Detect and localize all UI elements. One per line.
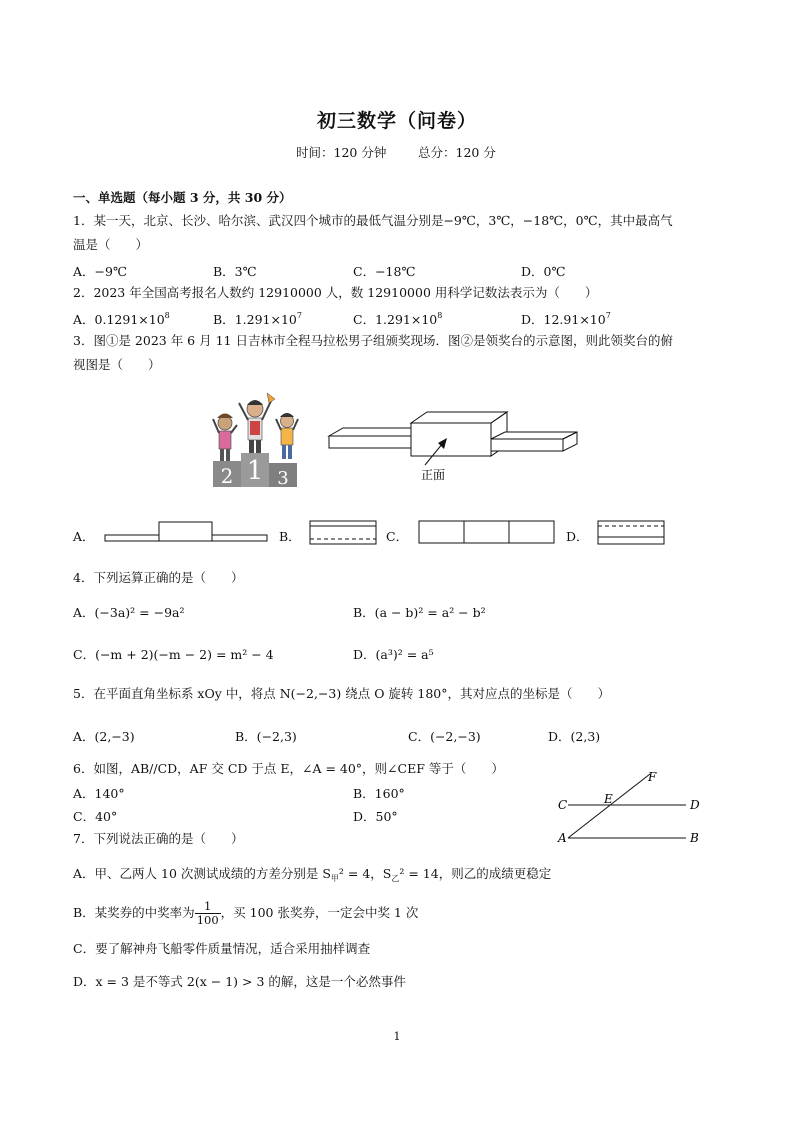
q4-option-a: A．(−3a)² = −9a² [73,605,185,620]
podium-number-third: 3 [277,468,289,489]
q5-stem: 5．在平面直角坐标系 xOy 中，将点 N(−2,−3) 绕点 O 旋转 180°，其对应点的坐标是（ ） [73,686,611,701]
point-label-b: B [690,831,699,845]
person-center [239,393,275,453]
q3-stem-line2: 视图是（ ） [73,357,161,372]
point-label-a: A [558,831,567,845]
q1-stem-line2: 温是（ ） [73,237,149,252]
q5-option-a: A．(2,−3) [73,729,135,744]
q6-option-d: D．50° [353,809,398,824]
q5-option-d: D．(2,3) [548,729,601,744]
q3-option-a-label: A． [73,529,95,544]
q6-parallel-lines-figure [552,768,712,848]
q3-option-c-label: C． [386,529,409,544]
q2-option-d: D．$12.91\times 10^7$ [521,311,611,327]
person-left [213,414,237,462]
q3-option-b-figure [308,519,380,547]
q5-option-b: B．(−2,3) [235,729,297,744]
q3-option-b-label: B． [279,529,301,544]
q1-option-b: B．3℃ [213,264,257,279]
q1-option-a: A．−9℃ [73,264,127,279]
q6-option-c: C．40° [73,809,118,824]
q1-stem-line1: 1．某一天，北京、长沙、哈尔滨、武汉四个城市的最低气温分别是−9℃，3℃，−18℃，0℃，其中最高气 [73,213,673,228]
q1-option-d: D．0℃ [521,264,566,279]
q7-option-b: B．某奖券的中奖率为 $\frac{1}{100}$ ，买 100 张奖券，一定会中奖 1 次 [73,899,419,927]
q3-stem-line1: 3．图①是 2023 年 6 月 11 日吉林市全程马拉松男子组颁奖现场．图②是领奖台的示意图，则此领奖台的俯 [73,333,673,348]
q3-option-d-figure [596,519,668,547]
podium-schematic-figure [325,405,595,485]
q7-option-a: A．甲、乙两人 10 次测试成绩的方差分别是 $S_甲^2 = 4$，$S_乙^2 = 14$，则乙的成绩更稳定 [73,866,552,883]
page-title: 初三数学（问卷） [316,110,477,132]
q2-option-c: C．$1.291\times 10^8$ [353,311,443,327]
q2-option-a: A．$0.1291\times 10^8$ [73,311,170,327]
q1-option-c: C．−18℃ [353,264,416,279]
q2-option-b: B．$1.291\times 10^7$ [213,311,302,327]
q6-stem: 6．如图，AB//CD，AF 交 CD 于点 E，∠A = 40°，则∠CEF 等于（ ） [73,761,504,776]
point-label-c: C [558,798,568,812]
point-label-f: F [648,770,657,784]
q5-option-c: C．(−2,−3) [408,729,481,744]
q7-option-c: C．要了解神舟飞船零件质量情况，适合采用抽样调查 [73,941,371,956]
point-label-e: E [604,792,613,806]
front-view-label: 正面 [421,468,446,482]
person-right [276,413,298,459]
q4-option-c: C．(−m + 2)(−m − 2) = m² − 4 [73,647,274,662]
q7-option-d: D．x = 3 是不等式 2(x − 1) > 3 的解，这是一个必然事件 [73,974,406,989]
q3-option-c-figure [418,520,558,546]
page-number: 1 [393,1030,401,1043]
exam-time: 时间：120 分钟 [296,145,387,160]
q2-stem: 2．2023 年全国高考报名人数约 12910000 人，数 12910000 用科学记数法表示为（ ） [73,285,598,300]
podium-photo-figure [205,385,305,490]
q4-option-b: B．(a − b)² = a² − b² [353,605,486,620]
point-label-d: D [690,798,700,812]
q4-option-d: D．(a³)² = a⁵ [353,647,434,662]
q7-stem: 7．下列说法正确的是（ ） [73,831,244,846]
section-heading: 一、单选题（每小题 3 分，共 30 分） [73,190,292,205]
line-af [568,774,650,838]
q3-option-a-figure [104,521,270,543]
q4-stem: 4．下列运算正确的是（ ） [73,570,244,585]
podium-number-second: 2 [220,464,234,488]
q6-option-a: A．140° [73,786,125,801]
exam-total-score: 总分：120 分 [418,145,496,160]
podium-number-first: 1 [246,456,264,486]
q6-option-b: B．160° [353,786,405,801]
fraction: $\frac{1}{100}$ [196,899,219,927]
q3-option-d-label: D． [566,529,589,544]
